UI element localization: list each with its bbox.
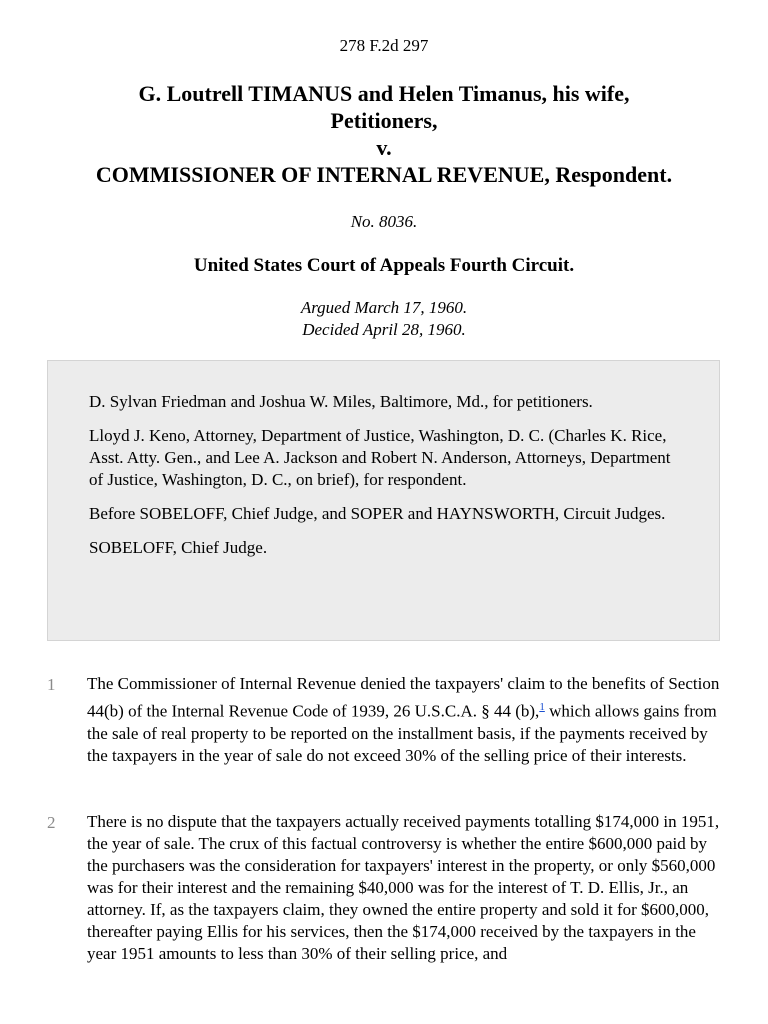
decided-date: Decided April 28, 1960. (302, 320, 466, 339)
docket-number: No. 8036. (350, 212, 418, 231)
counsel-petitioners: D. Sylvan Friedman and Joshua W. Miles, Baltimore, Md., for petitioners. (89, 392, 593, 411)
court-name: United States Court of Appeals Fourth Circuit. (193, 255, 575, 276)
argued-date: Argued March 17, 1960. (300, 298, 468, 317)
case-citation: 278 F.2d 297 (339, 36, 429, 55)
paragraph-1-text-before: The Commissioner of Internal Revenue denied the taxpayers' claim to the benefits of Section 44(b) of the Internal Revenue Code of 1939, 26 U.S.C.A. § 44 (b), (87, 674, 720, 721)
paragraph-1-text-after: which allows gains from the sale of real property to be reported on the installment basis, if the payments received by the taxpayers in the year of sale do not exceed 30% of the selling price of their interests. (87, 701, 717, 765)
opinion-author: SOBELOFF, Chief Judge. (89, 538, 268, 557)
case-dates (0, 297, 768, 341)
bench-composition: Before SOBELOFF, Chief Judge, and SOPER and HAYNSWORTH, Circuit Judges. (89, 504, 666, 523)
case-title (0, 80, 768, 188)
case-title-parties: G. Loutrell TIMANUS and Helen Timanus, his wife, (138, 81, 630, 106)
paragraph-number: 2 (47, 813, 56, 832)
counsel-box (47, 360, 720, 641)
case-title-role: Petitioners, (330, 108, 438, 133)
counsel-respondent: Lloyd J. Keno, Attorney, Department of Justice, Washington, D. C. (Charles K. Rice, Asst. Atty. Gen., and Lee A. Jackson and Robert N. Anderson, Attorneys, Department of Justice, Washington, D. C., on brief), for respondent. (89, 426, 671, 489)
footnote-link[interactable]: 1 (539, 701, 545, 713)
case-title-versus: v. (376, 135, 392, 160)
paragraph-2: There is no dispute that the taxpayers actually received payments totalling $174,000 in 1951, the year of sale. The crux of this factual controversy is whether the entire $600,000 paid by the purchasers was the consideration for taxpayers' interest in the property, or only $560,000 was for their interest and the remaining $40,000 was for the interest of T. D. Ellis, Jr., an attorney. If, as the taxpayers claim, they owned the entire property and sold it for $600,000, thereafter paying Ellis for his services, then the $174,000 received by the taxpayers in the year 1951 amounts to less than 30% of their selling price, and (87, 812, 720, 963)
case-title-respondent: COMMISSIONER OF INTERNAL REVENUE, Respondent. (95, 162, 673, 187)
paragraph-number: 1 (47, 675, 56, 694)
paragraph-1 (87, 673, 727, 767)
